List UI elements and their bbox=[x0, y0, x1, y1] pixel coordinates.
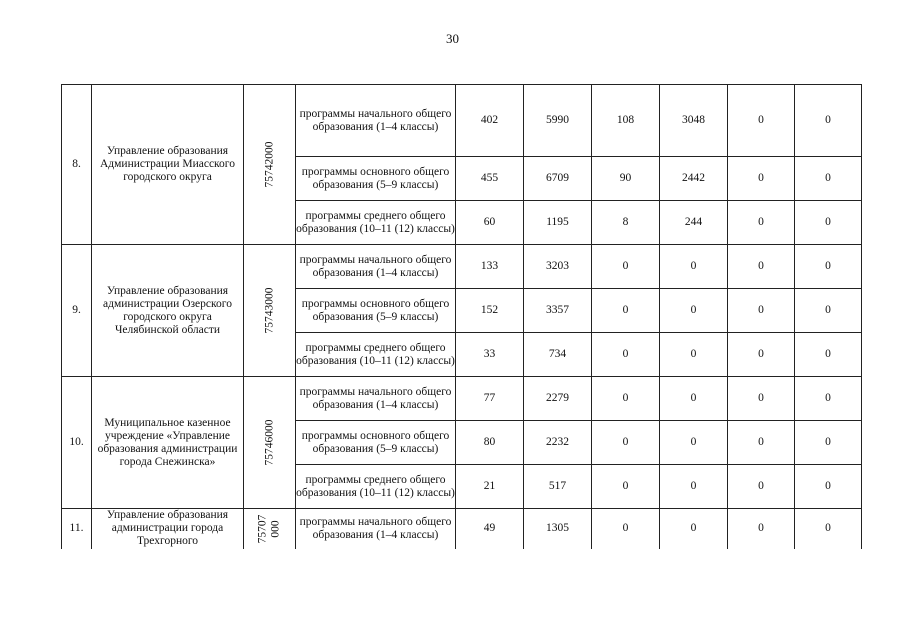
program-name: программы среднего общего образования (10–11 (12) классы) bbox=[296, 465, 456, 509]
oktmo-code-cell bbox=[244, 509, 296, 549]
value-cell: 0 bbox=[660, 377, 728, 421]
value-cell: 49 bbox=[456, 509, 524, 549]
organization-name: Управление образования администрации Озерского городского округа Челябинской области bbox=[92, 245, 244, 377]
program-name: программы начального общего образования (1–4 классы) bbox=[296, 509, 456, 549]
value-cell: 0 bbox=[795, 509, 862, 549]
organization-name: Управление образования администрации города Трехгорного bbox=[92, 509, 244, 549]
value-cell: 3048 bbox=[660, 85, 728, 157]
value-cell: 108 bbox=[592, 85, 660, 157]
oktmo-code-cell bbox=[244, 85, 296, 245]
value-cell: 8 bbox=[592, 201, 660, 245]
oktmo-code-cell bbox=[244, 245, 296, 377]
table-row bbox=[62, 245, 862, 289]
value-cell: 3357 bbox=[524, 289, 592, 333]
value-cell: 0 bbox=[728, 289, 795, 333]
value-cell: 0 bbox=[728, 421, 795, 465]
value-cell: 0 bbox=[728, 465, 795, 509]
value-cell: 2232 bbox=[524, 421, 592, 465]
value-cell: 0 bbox=[592, 509, 660, 549]
value-cell: 0 bbox=[592, 289, 660, 333]
value-cell: 0 bbox=[592, 465, 660, 509]
program-name: программы основного общего образования (5–9 классы) bbox=[296, 289, 456, 333]
value-cell: 152 bbox=[456, 289, 524, 333]
value-cell: 0 bbox=[592, 421, 660, 465]
table-row bbox=[62, 85, 862, 157]
value-cell: 0 bbox=[795, 201, 862, 245]
value-cell: 0 bbox=[728, 85, 795, 157]
program-name: программы начального общего образования (1–4 классы) bbox=[296, 377, 456, 421]
value-cell: 80 bbox=[456, 421, 524, 465]
value-cell: 0 bbox=[728, 333, 795, 377]
row-number: 10. bbox=[62, 377, 92, 509]
oktmo-code: 75746000 bbox=[263, 419, 275, 466]
value-cell: 455 bbox=[456, 157, 524, 201]
value-cell: 0 bbox=[660, 465, 728, 509]
value-cell: 0 bbox=[795, 465, 862, 509]
oktmo-code: 75707 000 bbox=[256, 514, 282, 544]
value-cell: 0 bbox=[728, 377, 795, 421]
row-number: 11. bbox=[62, 509, 92, 549]
value-cell: 0 bbox=[795, 157, 862, 201]
value-cell: 2442 bbox=[660, 157, 728, 201]
table-row bbox=[62, 509, 862, 549]
value-cell: 734 bbox=[524, 333, 592, 377]
program-name: программы начального общего образования (1–4 классы) bbox=[296, 85, 456, 157]
program-name: программы среднего общего образования (10–11 (12) классы) bbox=[296, 201, 456, 245]
program-name: программы основного общего образования (5–9 классы) bbox=[296, 421, 456, 465]
row-number: 8. bbox=[62, 85, 92, 245]
value-cell: 33 bbox=[456, 333, 524, 377]
value-cell: 60 bbox=[456, 201, 524, 245]
oktmo-code: 75743000 bbox=[263, 287, 275, 334]
value-cell: 1305 bbox=[524, 509, 592, 549]
value-cell: 0 bbox=[660, 421, 728, 465]
program-name: программы начального общего образования (1–4 классы) bbox=[296, 245, 456, 289]
value-cell: 0 bbox=[728, 157, 795, 201]
value-cell: 5990 bbox=[524, 85, 592, 157]
value-cell: 0 bbox=[795, 421, 862, 465]
organization-name: Муниципальное казенное учреждение «Управление образования администрации города Снежинска» bbox=[92, 377, 244, 509]
value-cell: 77 bbox=[456, 377, 524, 421]
value-cell: 2279 bbox=[524, 377, 592, 421]
oktmo-code-cell bbox=[244, 377, 296, 509]
oktmo-code: 75742000 bbox=[263, 141, 275, 188]
value-cell: 0 bbox=[795, 377, 862, 421]
value-cell: 0 bbox=[795, 85, 862, 157]
value-cell: 0 bbox=[728, 509, 795, 549]
value-cell: 244 bbox=[660, 201, 728, 245]
value-cell: 0 bbox=[660, 289, 728, 333]
value-cell: 3203 bbox=[524, 245, 592, 289]
value-cell: 0 bbox=[592, 377, 660, 421]
value-cell: 0 bbox=[660, 333, 728, 377]
value-cell: 0 bbox=[795, 333, 862, 377]
value-cell: 517 bbox=[524, 465, 592, 509]
value-cell: 1195 bbox=[524, 201, 592, 245]
program-name: программы основного общего образования (5–9 классы) bbox=[296, 157, 456, 201]
value-cell: 0 bbox=[795, 245, 862, 289]
value-cell: 21 bbox=[456, 465, 524, 509]
program-name: программы среднего общего образования (10–11 (12) классы) bbox=[296, 333, 456, 377]
value-cell: 0 bbox=[795, 289, 862, 333]
page-number: 30 bbox=[446, 31, 459, 46]
organization-name: Управление образования Администрации Миасского городского округа bbox=[92, 85, 244, 245]
value-cell: 6709 bbox=[524, 157, 592, 201]
value-cell: 0 bbox=[592, 333, 660, 377]
table-row bbox=[62, 377, 862, 421]
data-table bbox=[61, 84, 862, 549]
value-cell: 0 bbox=[728, 201, 795, 245]
row-number: 9. bbox=[62, 245, 92, 377]
value-cell: 0 bbox=[728, 245, 795, 289]
value-cell: 0 bbox=[660, 245, 728, 289]
value-cell: 0 bbox=[660, 509, 728, 549]
value-cell: 402 bbox=[456, 85, 524, 157]
value-cell: 0 bbox=[592, 245, 660, 289]
value-cell: 133 bbox=[456, 245, 524, 289]
value-cell: 90 bbox=[592, 157, 660, 201]
